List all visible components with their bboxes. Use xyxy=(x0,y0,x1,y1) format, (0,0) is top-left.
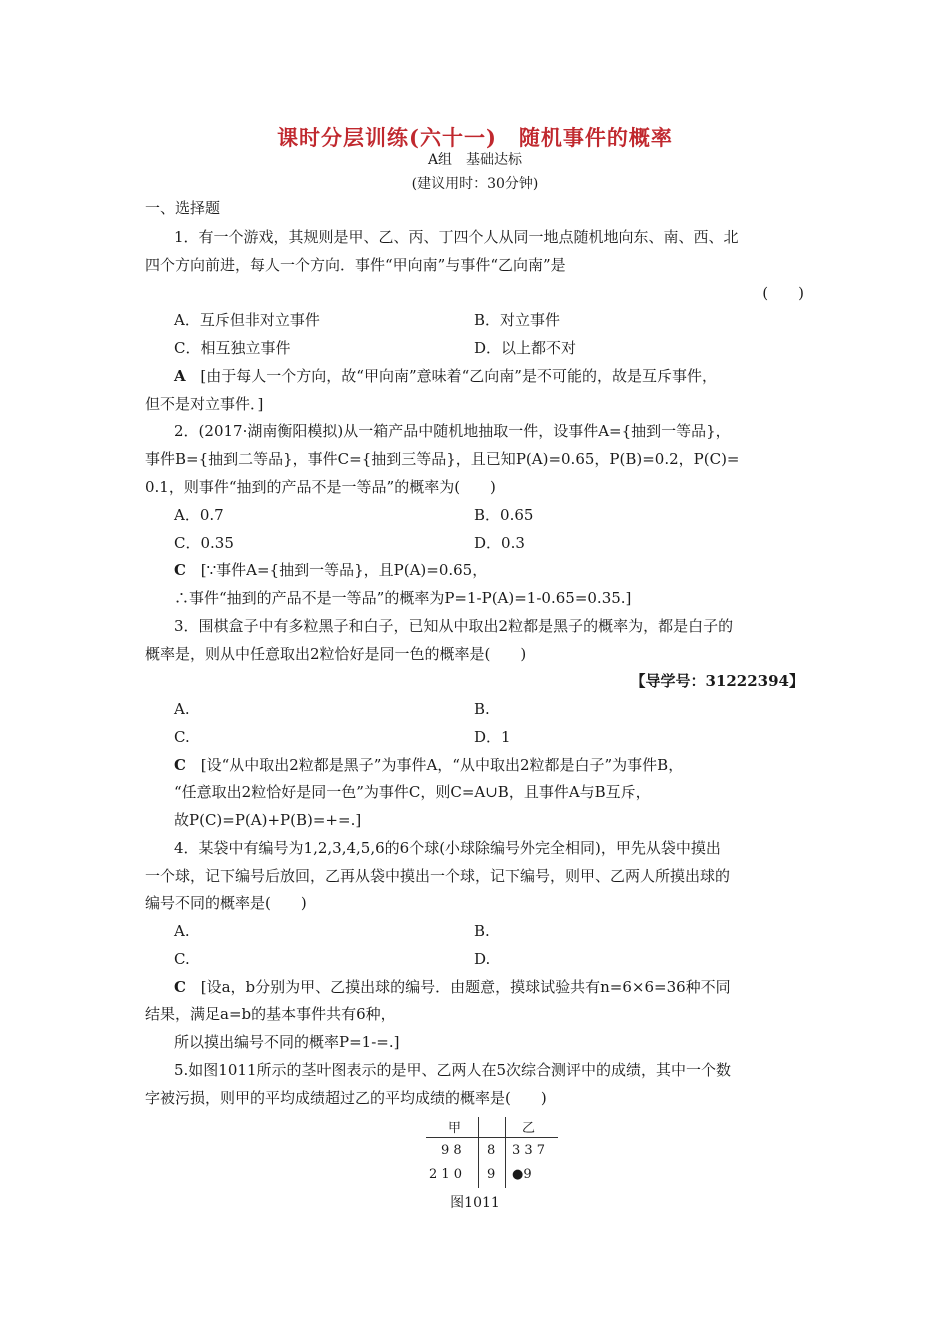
stem-leaf-row2-left: 2 1 0 xyxy=(429,1167,463,1182)
q4-answer-line2: 结果，满足a=b的基本事件共有6种， xyxy=(145,1005,396,1023)
q3-answer-line1 xyxy=(174,756,683,774)
q4-option-b: B. xyxy=(474,922,490,940)
group-label: A组 基础达标 xyxy=(427,152,523,168)
q3-option-c: C. xyxy=(174,728,190,746)
stem-leaf-right-divider xyxy=(505,1117,506,1188)
q4-stem-line2: 一个球，记下编号后放回，乙再从袋中摸出一个球，记下编号，则甲、乙两人所摸出球的 xyxy=(145,867,731,885)
q2-stem-line2: 事件B={抽到二等品}，事件C={抽到三等品}，且已知P(A)=0.65，P(B)=0.2，P(C)= xyxy=(145,450,740,468)
section-heading: 一、选择题 xyxy=(145,199,221,217)
q3-guide-number: 【导学号：31222394】 xyxy=(630,672,804,690)
q3-option-d: D．1 xyxy=(474,728,511,746)
q4-option-d: D. xyxy=(474,950,491,968)
stem-leaf-head-right: 乙 xyxy=(522,1121,536,1136)
q2-answer-line1 xyxy=(174,561,487,579)
stem-leaf-head-left: 甲 xyxy=(448,1121,462,1136)
q2-option-b: B．0.65 xyxy=(474,506,534,524)
time-note: (建议用时：30分钟) xyxy=(411,176,539,192)
q2-option-a: A．0.7 xyxy=(174,506,224,524)
stem-leaf-row1-right: 3 3 7 xyxy=(512,1143,546,1158)
stem-leaf-plot xyxy=(426,1112,558,1188)
q1-answer-key: A xyxy=(174,367,186,385)
q1-option-d: D．以上都不对 xyxy=(474,339,577,357)
q2-option-c: C．0.35 xyxy=(174,534,234,552)
stem-leaf-row1-stem: 8 xyxy=(487,1143,496,1158)
q1-bracket: ( ) xyxy=(762,284,804,302)
q4-option-a: A. xyxy=(174,922,190,940)
q2-answer-key: C xyxy=(174,561,186,579)
q5-stem-line2: 字被污损，则甲的平均成绩超过乙的平均成绩的概率是( ) xyxy=(145,1089,547,1107)
page-title: 课时分层训练(六十一) 随机事件的概率 xyxy=(277,125,673,150)
q4-stem-line1: 4．某袋中有编号为1,2,3,4,5,6的6个球(小球除编号外完全相同)，甲先从袋中摸出 xyxy=(174,839,721,857)
q4-option-c: C. xyxy=(174,950,190,968)
q2-stem-line1: 2．(2017·湖南衡阳模拟)从一箱产品中随机地抽取一件，设事件A={抽到一等品}， xyxy=(174,422,731,440)
figure-caption: 图1011 xyxy=(450,1195,500,1211)
q1-answer-line1 xyxy=(174,367,717,385)
q3-stem-line1: 3．围棋盒子中有多粒黑子和白子，已知从中取出2粒都是黑子的概率为，都是白子的 xyxy=(174,617,734,635)
q2-answer-line2: ∴事件“抽到的产品不是一等品”的概率为P=1-P(A)=1-0.65=0.35.] xyxy=(174,589,632,607)
stem-leaf-left-divider xyxy=(478,1117,479,1188)
q1-stem-line2: 四个方向前进，每人一个方向．事件“甲向南”与事件“乙向南”是 xyxy=(145,256,566,274)
q1-option-b: B．对立事件 xyxy=(474,311,561,329)
q5-stem-line1: 5.如图1011所示的茎叶图表示的是甲、乙两人在5次综合测评中的成绩，其中一个数 xyxy=(174,1061,732,1079)
stem-leaf-row2-stem: 9 xyxy=(487,1167,496,1182)
q3-option-b: B. xyxy=(474,700,490,718)
stem-leaf-row2-right: ●9 xyxy=(512,1167,532,1182)
q2-answer-text: [∵事件A={抽到一等品}，且P(A)=0.65， xyxy=(200,561,488,579)
q1-answer-line2: 但不是对立事件．] xyxy=(145,395,264,413)
q3-answer-line3: 故P(C)=P(A)+P(B)=+=.] xyxy=(174,811,362,829)
q1-option-c: C．相互独立事件 xyxy=(174,339,291,357)
q1-option-a: A．互斥但非对立事件 xyxy=(174,311,320,329)
q2-stem-line3: 0.1，则事件“抽到的产品不是一等品”的概率为( ) xyxy=(145,478,496,496)
q4-stem-line3: 编号不同的概率是( ) xyxy=(145,894,307,912)
stem-leaf-header-rule xyxy=(426,1137,558,1138)
q1-answer-text: [由于每人一个方向，故“甲向南”意味着“乙向南”是不可能的，故是互斥事件， xyxy=(200,367,717,385)
stem-leaf-row1-left: 9 8 xyxy=(441,1143,462,1158)
q4-answer-line3: 所以摸出编号不同的概率P=1-=.] xyxy=(174,1033,400,1051)
q4-answer-text: [设a，b分别为甲、乙摸出球的编号．由题意，摸球试验共有n=6×6=36种不同 xyxy=(200,978,731,996)
q4-answer-line1 xyxy=(174,978,731,996)
q4-answer-key: C xyxy=(174,978,186,996)
q2-option-d: D．0.3 xyxy=(474,534,525,552)
q3-stem-line2: 概率是，则从中任意取出2粒恰好是同一色的概率是( ) xyxy=(145,645,527,663)
q1-stem-line1: 1．有一个游戏，其规则是甲、乙、丙、丁四个人从同一地点随机地向东、南、西、北 xyxy=(174,228,739,246)
q3-answer-line2: “任意取出2粒恰好是同一色”为事件C，则C=A∪B，且事件A与B互斥， xyxy=(174,783,651,801)
q3-answer-key: C xyxy=(174,756,186,774)
q3-option-a: A. xyxy=(174,700,190,718)
q3-answer-text: [设“从中取出2粒都是黑子”为事件A，“从中取出2粒都是白子”为事件B， xyxy=(200,756,684,774)
